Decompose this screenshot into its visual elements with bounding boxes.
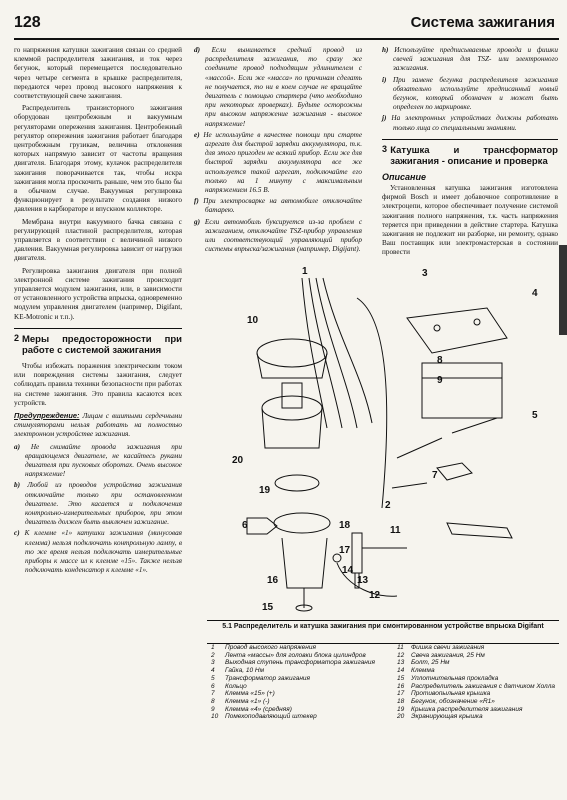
legend-number: 4 [211,667,215,675]
warning-note [14,411,182,440]
ignition-coil [422,363,502,418]
legend-text: Клемма «1» (-) [225,697,270,705]
text-column-middle [194,46,362,256]
callout-14: 14 [342,565,354,576]
legend-row [211,683,389,691]
list-item: h) Используйте предписываемые провода и фишки свечей зажигания для TSZ- или электронного зажигания. [382,46,558,73]
paragraph: Распределитель транзисторного зажигания оборудован центробежным и вакуумным регуляторами опережения зажигания. Центробежный регулятор опережения зажигания работает благодаря центробежным грузикам, величина отклонения которых напрямую зависит от частоты вращения двигателя. Благодаря этому, кулачок распределителя зажигания поворачивается так, чтобы искра зажигания могла проскочить раньше, чем это было бы в обычном случае. Вакуумная регулировка функционирует в результате создания низкого давления в карбюраторе и впускном коллекторе. [14,104,182,214]
legend-number: 5 [211,674,215,682]
legend-row [397,713,559,721]
callout-2: 2 [385,500,391,511]
chapter-title: Система зажигания [410,14,555,31]
legend-text: Фишка свечи зажигания [411,644,485,651]
paragraph: Регулировка зажигания двигателя при полной электронной системе зажигания происходит управляется модулем зажигания, или, в зависимости от установленного устройства впрыска, одновременно модулем управления двигателем (например, Digifant, KE-Motronic и т.п.). [14,266,182,321]
legend-text: Крышка распределителя зажигания [411,705,523,713]
legend-text: Уплотнительная прокладка [411,674,499,682]
figure-number: 5.1 [222,623,232,630]
subheading: Описание [382,171,426,182]
legend-row [397,659,559,667]
legend-text: Свеча зажигания, 25 Нм [411,651,485,659]
legend-text: Распределитель зажигания с датчиком Холла [411,682,555,690]
ht-lead [323,278,372,423]
section-heading-2 [14,328,182,356]
callout-5: 5 [532,410,538,421]
legend-number: 8 [211,697,215,705]
legend-row [397,683,559,691]
callout-1: 1 [302,266,308,277]
paragraph: го напряжения катушки зажигания связан со средней клеммой распределителя зажигания, и ток через бегунок, который перемещается последовательно через четыре сегмента в крышке распределителя, передаются через провод высокого напряжения к соответствующей свече зажигания. [14,46,182,101]
ht-lead [357,298,387,508]
legend-text: Клемма [411,667,435,675]
legend-number: 10 [211,713,219,721]
legend-row [211,644,389,652]
legend-number: 9 [211,705,215,713]
legend-number: 3 [211,659,215,667]
page-header [14,14,559,40]
legend-number: 18 [397,697,405,705]
text-column-right [382,46,558,261]
legend-row [211,659,389,667]
list-item: i) При замене бегунка распределителя зажигания обязательно используйте предписанный новый бегунок, который обозначен и может быть определен по маркировке. [382,75,558,112]
legend-row [211,713,389,721]
callout-16: 16 [267,575,279,586]
legend-number: 20 [397,713,405,721]
ht-lead [309,278,342,428]
callout-19: 19 [259,485,271,496]
legend-right-column [397,644,559,721]
legend-row [397,690,559,698]
figure [207,258,559,758]
legend-text: Экранирующая крышка [411,713,483,721]
legend-number: 16 [397,682,405,690]
legend-row [211,690,389,698]
ground-strap [437,463,472,480]
legend-number: 19 [397,705,405,713]
legend-number: 12 [397,651,405,659]
section-number: 2 [14,332,20,343]
callout-15: 15 [262,602,274,613]
callout-7: 7 [432,470,438,481]
section-heading-3 [382,139,558,167]
callout-labels [232,266,538,613]
section-number: 3 [382,143,388,154]
legend-text: Выходная ступень трансформатора зажигания [225,659,375,667]
callout-3: 3 [422,268,428,279]
ht-lead [302,278,327,428]
list-item: f) При электросварке на автомобиле отключайте батарею. [194,197,363,215]
list-item: b) Любой из проводов устройства зажигания отключайте только при остановленном двигателе. Это касается и подключения контрольно-измерительных приборов, при этом двигатель должен быть выключен зажигание. [14,481,183,527]
callout-10: 10 [247,315,259,326]
legend-number: 1 [211,644,215,651]
callout-8: 8 [437,355,443,366]
list-item: j) На электронных устройствах должны работать только лица со специальными знаниями. [382,114,559,132]
figure-caption-text: Распределитель и катушка зажигания при смонтированном устройстве впрыска Digifant [233,623,544,630]
legend-row [211,667,389,675]
legend-text: Кольцо [225,682,247,690]
legend-text: Клемма «4» (средняя) [225,705,292,713]
callout-18: 18 [339,520,351,531]
legend-row [397,675,559,683]
legend-text: Лента «массы» для головки блока цилиндров [225,651,366,659]
list-item: g) Если автомобиль буксируется из-за проблем с зажиганием, отключайте TSZ-прибор управления или соответствующий управляющий прибор системы впрыска/зажигания (например, Digijant). [194,217,363,254]
legend-number: 14 [397,667,405,675]
legend-text: Бегунок, обозначение «R1» [411,697,495,705]
legend-number: 13 [397,659,405,667]
page-number: 128 [14,14,41,31]
legend-row [397,667,559,675]
legend-row [397,698,559,706]
legend-number: 11 [397,644,404,651]
legend-number: 15 [397,674,405,682]
side-tab-marker [559,245,567,335]
legend-text: Гайка, 10 Нм [225,667,265,675]
figure-caption [211,623,555,632]
callout-20: 20 [232,455,244,466]
legend-text: Болт, 25 Нм [411,659,450,667]
legend-row [211,675,389,683]
section-title: Катушка и трансформатор зажигания - описание и проверка [390,144,558,167]
legend-row [397,644,559,652]
section-title: Меры предосторожности при работе с системой зажигания [21,333,182,356]
callout-12: 12 [369,590,381,601]
callout-9: 9 [437,375,443,386]
legend-text: Помехоподавляющий штекер [225,713,317,721]
paragraph: Мембрана внутри вакуумного бачка связана с регулирующей пластиной распределителя, которая управляется в соответствии с величиной низкого давления. Вакуумная регулировка зависит от нагрузки двигателя. [14,217,182,263]
legend-left-column [211,644,389,721]
legend-row [397,652,559,660]
legend-number: 2 [211,651,215,659]
text-column-left [14,46,182,577]
warning-label: Предупреждение: [14,410,80,420]
distributor-body [282,538,327,588]
output-stage [407,308,507,353]
callout-11: 11 [390,525,401,536]
callout-13: 13 [357,575,369,586]
legend-text: Клемма «15» (+) [225,690,275,698]
legend-text: Провод высокого напряжения [225,644,316,651]
warning-text: Лицам с вшитыми сердечными стимуляторами нельзя работать на полностью электронном устройстве зажигания. [14,411,182,439]
ignition-exploded-diagram [207,258,559,620]
legend-number: 17 [397,690,405,698]
legend-number: 6 [211,682,215,690]
legend-text: Трансформатор зажигания [225,674,310,682]
connector [247,518,277,534]
legend-row [211,698,389,706]
list-item: d) Если вынимается средний провод из распределителя зажигания, то сразу же соедините провод подходящим удлинителем с «массой». Если же «масса» по причинам сделать не получается, то ни в коем случае не вращайте двигатель с помощью стартера (что необходимо при некоторых проверках). Будьте осторожны при высоком напряжение зажигания - высокое напряжение! [194,46,362,128]
callout-6: 6 [242,520,248,531]
list-item: e) Не используйте в качестве помощи при старте агрегат для быстрой зарядки аккумулятора, т.к. для этого пригоден не всякий прибор. Если же для быстрой зарядки аккумулятора все же используется такой агрегат, подключайте его только на 1 минуту с максимальным напряжением 16.5 В. [194,130,363,195]
dust-cover [274,513,330,533]
paragraph: Установленная катушка зажигания изготовлена фирмой Bosch и имеет добавочное сопротивление в электроцепи, которое обеспечивает получение системой зажигания полного напряжения, т.к. часть напряжения теряется при приведении в действие стартера. Катушка зажигания не подлежит ни разборке, ни ремонту, однако Ваш поставщик или электромастерская в состоянии провести [382,184,558,257]
callout-4: 4 [532,288,538,299]
paragraph: Чтобы избежать поражения электрическим током или повреждения системы зажигания, следует соблюдать правила техники безопасности при работах на системе зажигания. Это правила касаются всех устройств. [14,361,182,407]
list-item: a) Не снимайте провода зажигания при вращающемся двигателе, не касайтесь руками двигателя при пусковых оборотах. Очень высокое напряжение! [14,442,182,479]
shield-cover [257,339,327,367]
callout-17: 17 [339,545,351,556]
rotor [275,475,319,491]
legend-row [397,706,559,714]
list-item: c) К клемме «1» катушки зажигания (минусовая клемма) нельзя подключать контрольную лампу, в то же время нельзя подключать измерительные приборы к массе ил к клемме «15». Также нельзя подключать конденсатор к клемме «1». [14,529,183,575]
legend-number: 7 [211,690,215,698]
spark-plug [352,533,362,573]
legend-text: Противопыльная крышка [411,690,491,698]
